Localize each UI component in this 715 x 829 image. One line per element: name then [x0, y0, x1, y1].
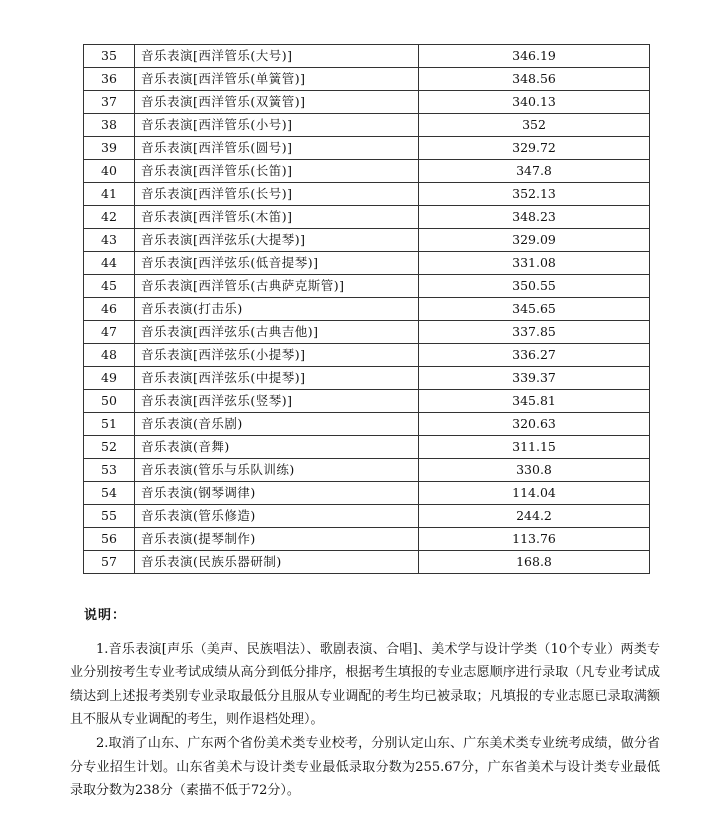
- major-name: 音乐表演(打击乐): [135, 298, 419, 321]
- min-score: 339.37: [419, 367, 650, 390]
- row-number: 43: [84, 229, 135, 252]
- major-name: 音乐表演[西洋管乐(大号)]: [135, 45, 419, 68]
- row-number: 42: [84, 206, 135, 229]
- table-row: [84, 413, 650, 436]
- row-number: 49: [84, 367, 135, 390]
- min-score: 345.81: [419, 390, 650, 413]
- major-name: 音乐表演[西洋管乐(木笛)]: [135, 206, 419, 229]
- min-score: 352: [419, 114, 650, 137]
- major-name: 音乐表演[西洋管乐(小号)]: [135, 114, 419, 137]
- row-number: 36: [84, 68, 135, 91]
- table-row: [84, 390, 650, 413]
- score-table: [83, 44, 650, 574]
- major-name: 音乐表演[西洋弦乐(中提琴)]: [135, 367, 419, 390]
- table-row: [84, 68, 650, 91]
- min-score: 311.15: [419, 436, 650, 459]
- table-row: [84, 298, 650, 321]
- min-score: 352.13: [419, 183, 650, 206]
- major-name: 音乐表演[西洋管乐(圆号)]: [135, 137, 419, 160]
- min-score: 336.27: [419, 344, 650, 367]
- major-name: 音乐表演(音乐剧): [135, 413, 419, 436]
- notes-title: 说明：: [84, 608, 127, 623]
- table-row: [84, 528, 650, 551]
- major-name: 音乐表演[西洋弦乐(低音提琴)]: [135, 252, 419, 275]
- row-number: 50: [84, 390, 135, 413]
- table-row: [84, 229, 650, 252]
- row-number: 52: [84, 436, 135, 459]
- table-row: [84, 551, 650, 574]
- min-score: 350.55: [419, 275, 650, 298]
- notes-paragraph-2: 2.取消了山东、广东两个省份美术类专业校考，分别认定山东、广东美术类专业统考成绩，做分省分专业招生计划。山东省美术与设计类专业最低录取分数为255.67分，广东省美术与设计类专业最低录取分数为238分（素描不低于72分）。: [70, 735, 660, 799]
- min-score: 329.72: [419, 137, 650, 160]
- major-name: 音乐表演[西洋管乐(双簧管)]: [135, 91, 419, 114]
- major-name: 音乐表演(民族乐器研制): [135, 551, 419, 574]
- table-row: [84, 45, 650, 68]
- table-row: [84, 436, 650, 459]
- row-number: 39: [84, 137, 135, 160]
- major-name: 音乐表演(钢琴调律): [135, 482, 419, 505]
- row-number: 35: [84, 45, 135, 68]
- table-row: [84, 252, 650, 275]
- min-score: 340.13: [419, 91, 650, 114]
- score-table-body: [84, 45, 650, 574]
- table-row: [84, 114, 650, 137]
- row-number: 46: [84, 298, 135, 321]
- min-score: 345.65: [419, 298, 650, 321]
- major-name: 音乐表演[西洋弦乐(古典吉他)]: [135, 321, 419, 344]
- table-row: [84, 482, 650, 505]
- major-name: 音乐表演(提琴制作): [135, 528, 419, 551]
- table-row: [84, 321, 650, 344]
- min-score: 348.23: [419, 206, 650, 229]
- min-score: 337.85: [419, 321, 650, 344]
- row-number: 38: [84, 114, 135, 137]
- min-score: 347.8: [419, 160, 650, 183]
- major-name: 音乐表演[西洋管乐(长笛)]: [135, 160, 419, 183]
- row-number: 54: [84, 482, 135, 505]
- row-number: 41: [84, 183, 135, 206]
- row-number: 55: [84, 505, 135, 528]
- table-row: [84, 183, 650, 206]
- major-name: 音乐表演(管乐与乐队训练): [135, 459, 419, 482]
- min-score: 114.04: [419, 482, 650, 505]
- major-name: 音乐表演[西洋弦乐(小提琴)]: [135, 344, 419, 367]
- min-score: 320.63: [419, 413, 650, 436]
- major-name: 音乐表演[西洋管乐(长号)]: [135, 183, 419, 206]
- table-row: [84, 160, 650, 183]
- table-row: [84, 459, 650, 482]
- row-number: 48: [84, 344, 135, 367]
- major-name: 音乐表演(音舞): [135, 436, 419, 459]
- min-score: 244.2: [419, 505, 650, 528]
- row-number: 44: [84, 252, 135, 275]
- row-number: 56: [84, 528, 135, 551]
- row-number: 47: [84, 321, 135, 344]
- min-score: 113.76: [419, 528, 650, 551]
- min-score: 348.56: [419, 68, 650, 91]
- major-name: 音乐表演[西洋管乐(古典萨克斯管)]: [135, 275, 419, 298]
- table-row: [84, 505, 650, 528]
- min-score: 331.08: [419, 252, 650, 275]
- major-name: 音乐表演[西洋弦乐(竖琴)]: [135, 390, 419, 413]
- table-row: [84, 275, 650, 298]
- table-row: [84, 206, 650, 229]
- row-number: 51: [84, 413, 135, 436]
- notes-section: [70, 604, 660, 803]
- row-number: 37: [84, 91, 135, 114]
- min-score: 346.19: [419, 45, 650, 68]
- row-number: 40: [84, 160, 135, 183]
- table-row: [84, 367, 650, 390]
- major-name: 音乐表演(管乐修造): [135, 505, 419, 528]
- row-number: 57: [84, 551, 135, 574]
- row-number: 45: [84, 275, 135, 298]
- min-score: 329.09: [419, 229, 650, 252]
- table-row: [84, 137, 650, 160]
- notes-paragraph-1: 1.音乐表演[声乐（美声、民族唱法）、歌剧表演、合唱]、美术学与设计学类（10个专业）两类专业分别按考生专业考试成绩从高分到低分排序，根据考生填报的专业志愿顺序进行录取（凡专业考试成绩达到上述报考类别专业录取最低分且服从专业调配的考生均已被录取；凡填报的专业志愿已录取满额且不服从专业调配的考生，则作退档处理）。: [70, 641, 660, 728]
- table-row: [84, 344, 650, 367]
- table-row: [84, 91, 650, 114]
- min-score: 168.8: [419, 551, 650, 574]
- min-score: 330.8: [419, 459, 650, 482]
- major-name: 音乐表演[西洋弦乐(大提琴)]: [135, 229, 419, 252]
- row-number: 53: [84, 459, 135, 482]
- major-name: 音乐表演[西洋管乐(单簧管)]: [135, 68, 419, 91]
